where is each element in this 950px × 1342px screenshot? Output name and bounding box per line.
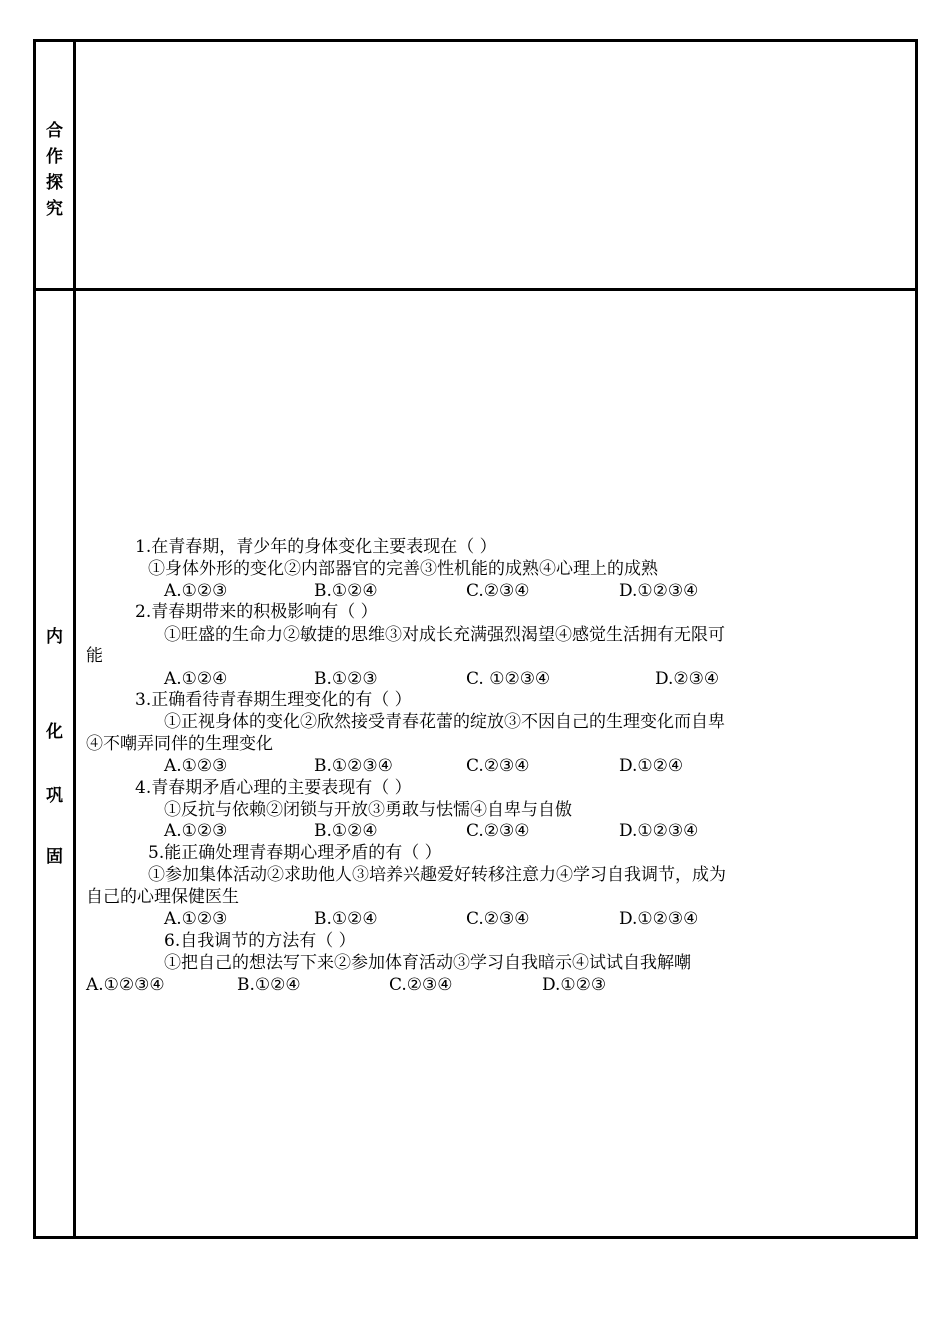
option-b: B.①②④ bbox=[314, 909, 378, 929]
question-items: ①正视身体的变化②欣然接受青春花蕾的绽放③不因自己的生理变化而自卑 bbox=[164, 712, 725, 732]
question-items-cont: 能 bbox=[86, 646, 103, 666]
option-c: C. ①②③④ bbox=[466, 669, 551, 689]
section-label-cell bbox=[36, 291, 76, 1236]
section-label bbox=[36, 118, 73, 222]
option-a: A.①②④ bbox=[164, 669, 228, 689]
exercise-list bbox=[76, 291, 915, 1236]
question-items: ①身体外形的变化②内部器官的完善③性机能的成熟④心理上的成熟 bbox=[148, 559, 658, 579]
label-char: 化 bbox=[46, 722, 63, 742]
question-items: ①旺盛的生命力②敏捷的思维③对成长充满强烈渴望④感觉生活拥有无限可 bbox=[164, 625, 725, 645]
question-stem: 6.自我调节的方法有（ ） bbox=[164, 931, 356, 951]
option-b: B.①②③ bbox=[314, 669, 378, 689]
option-d: D.①②③④ bbox=[619, 909, 699, 929]
question-stem: 4.青春期矛盾心理的主要表现有（ ） bbox=[135, 778, 412, 798]
question-items: ①把自己的想法写下来②参加体育活动③学习自我暗示④试试自我解嘲 bbox=[164, 953, 691, 973]
label-char: 内 bbox=[46, 627, 63, 647]
option-a: A.①②③④ bbox=[86, 975, 165, 995]
option-b: B.①②③④ bbox=[314, 756, 393, 776]
section-consolidation bbox=[36, 291, 915, 1236]
option-b: B.①②④ bbox=[314, 581, 378, 601]
option-a: A.①②③ bbox=[164, 581, 228, 601]
question-stem: 1.在青春期，青少年的身体变化主要表现在（ ） bbox=[135, 537, 497, 557]
option-b: B.①②④ bbox=[314, 821, 378, 841]
option-c: C.②③④ bbox=[389, 975, 453, 995]
worksheet-table bbox=[33, 39, 918, 1239]
question-stem: 3.正确看待青春期生理变化的有（ ） bbox=[135, 690, 412, 710]
option-d: D.②③④ bbox=[655, 669, 720, 689]
question-items: ①参加集体活动②求助他人③培养兴趣爱好转移注意力④学习自我调节，成为 bbox=[148, 865, 726, 885]
label-char: 探 bbox=[46, 173, 63, 193]
question-items: ①反抗与依赖②闭锁与开放③勇敢与怯懦④自卑与自傲 bbox=[164, 800, 572, 820]
option-c: C.②③④ bbox=[466, 756, 530, 776]
option-a: A.①②③ bbox=[164, 756, 228, 776]
option-a: A.①②③ bbox=[164, 909, 228, 929]
label-char: 巩 bbox=[46, 786, 63, 806]
label-char: 作 bbox=[46, 147, 63, 167]
question-items-cont: 自己的心理保健医生 bbox=[86, 887, 239, 907]
label-char: 固 bbox=[46, 847, 63, 867]
section-label-cell bbox=[36, 42, 76, 288]
question-items-cont: ④不嘲弄同伴的生理变化 bbox=[86, 734, 273, 754]
option-c: C.②③④ bbox=[466, 821, 530, 841]
label-char: 合 bbox=[46, 121, 63, 141]
section-content-empty bbox=[76, 42, 915, 288]
option-d: D.①②③④ bbox=[619, 581, 699, 601]
label-char: 究 bbox=[46, 199, 63, 219]
question-stem: 2.青春期带来的积极影响有（ ） bbox=[135, 602, 378, 622]
option-c: C.②③④ bbox=[466, 581, 530, 601]
option-d: D.①②③ bbox=[542, 975, 607, 995]
question-stem: 5.能正确处理青春期心理矛盾的有（ ） bbox=[148, 843, 442, 863]
option-c: C.②③④ bbox=[466, 909, 530, 929]
option-d: D.①②④ bbox=[619, 756, 684, 776]
section-cooperative-inquiry bbox=[36, 42, 915, 291]
option-d: D.①②③④ bbox=[619, 821, 699, 841]
option-b: B.①②④ bbox=[237, 975, 301, 995]
option-a: A.①②③ bbox=[164, 821, 228, 841]
